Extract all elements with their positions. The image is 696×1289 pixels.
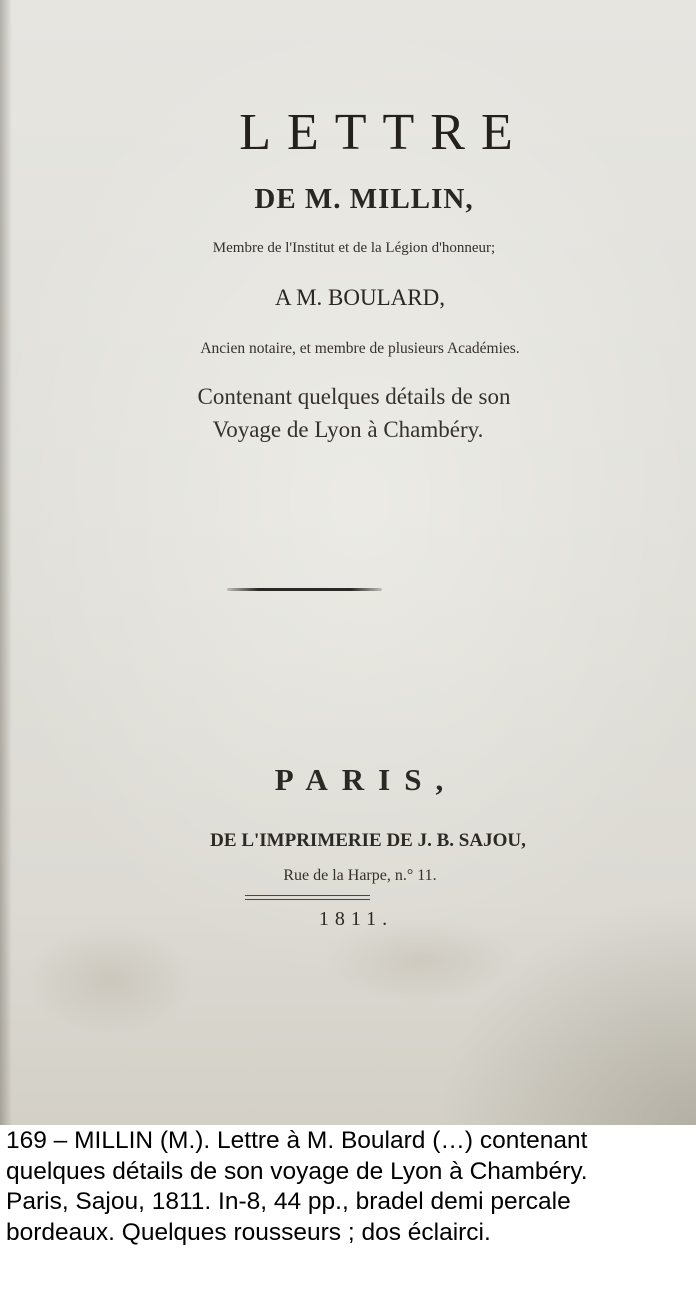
title-page-rule [227,588,382,591]
caption-line-3: Paris, Sajou, 1811. In-8, 44 pp., bradel demi percale [6,1188,571,1215]
book-subtitle-line-2: Voyage de Lyon à Chambéry. [212,417,484,442]
caption-line-2: quelques détails de son voyage de Lyon à Chambéry. [6,1157,588,1185]
caption-line-1: 169 – MILLIN (M.). Lettre à M. Boulard (…) contenant [6,1127,588,1154]
book-author: DE M. MILLIN, [254,183,474,215]
printer-name: DE L'IMPRIMERIE DE J. B. SAJOU, [210,830,526,851]
book-title: LETTRE [239,104,529,161]
caption-line-4: bordeaux. Quelques rousseurs ; dos éclairci. [6,1218,491,1246]
author-description: Membre de l'Institut et de la Légion d'honneur; [212,240,496,256]
publication-city: PARIS, [274,762,458,797]
book-recipient: A M. BOULARD, [275,285,445,310]
publication-year: 1811. [318,908,394,930]
double-rule [245,895,370,900]
lot-description [6,1126,692,1248]
printer-address: Rue de la Harpe, n.° 11. [283,867,437,884]
recipient-description: Ancien notaire, et membre de plusieurs Académies. [200,340,520,357]
book-subtitle-line-1: Contenant quelques détails de son [197,384,511,409]
